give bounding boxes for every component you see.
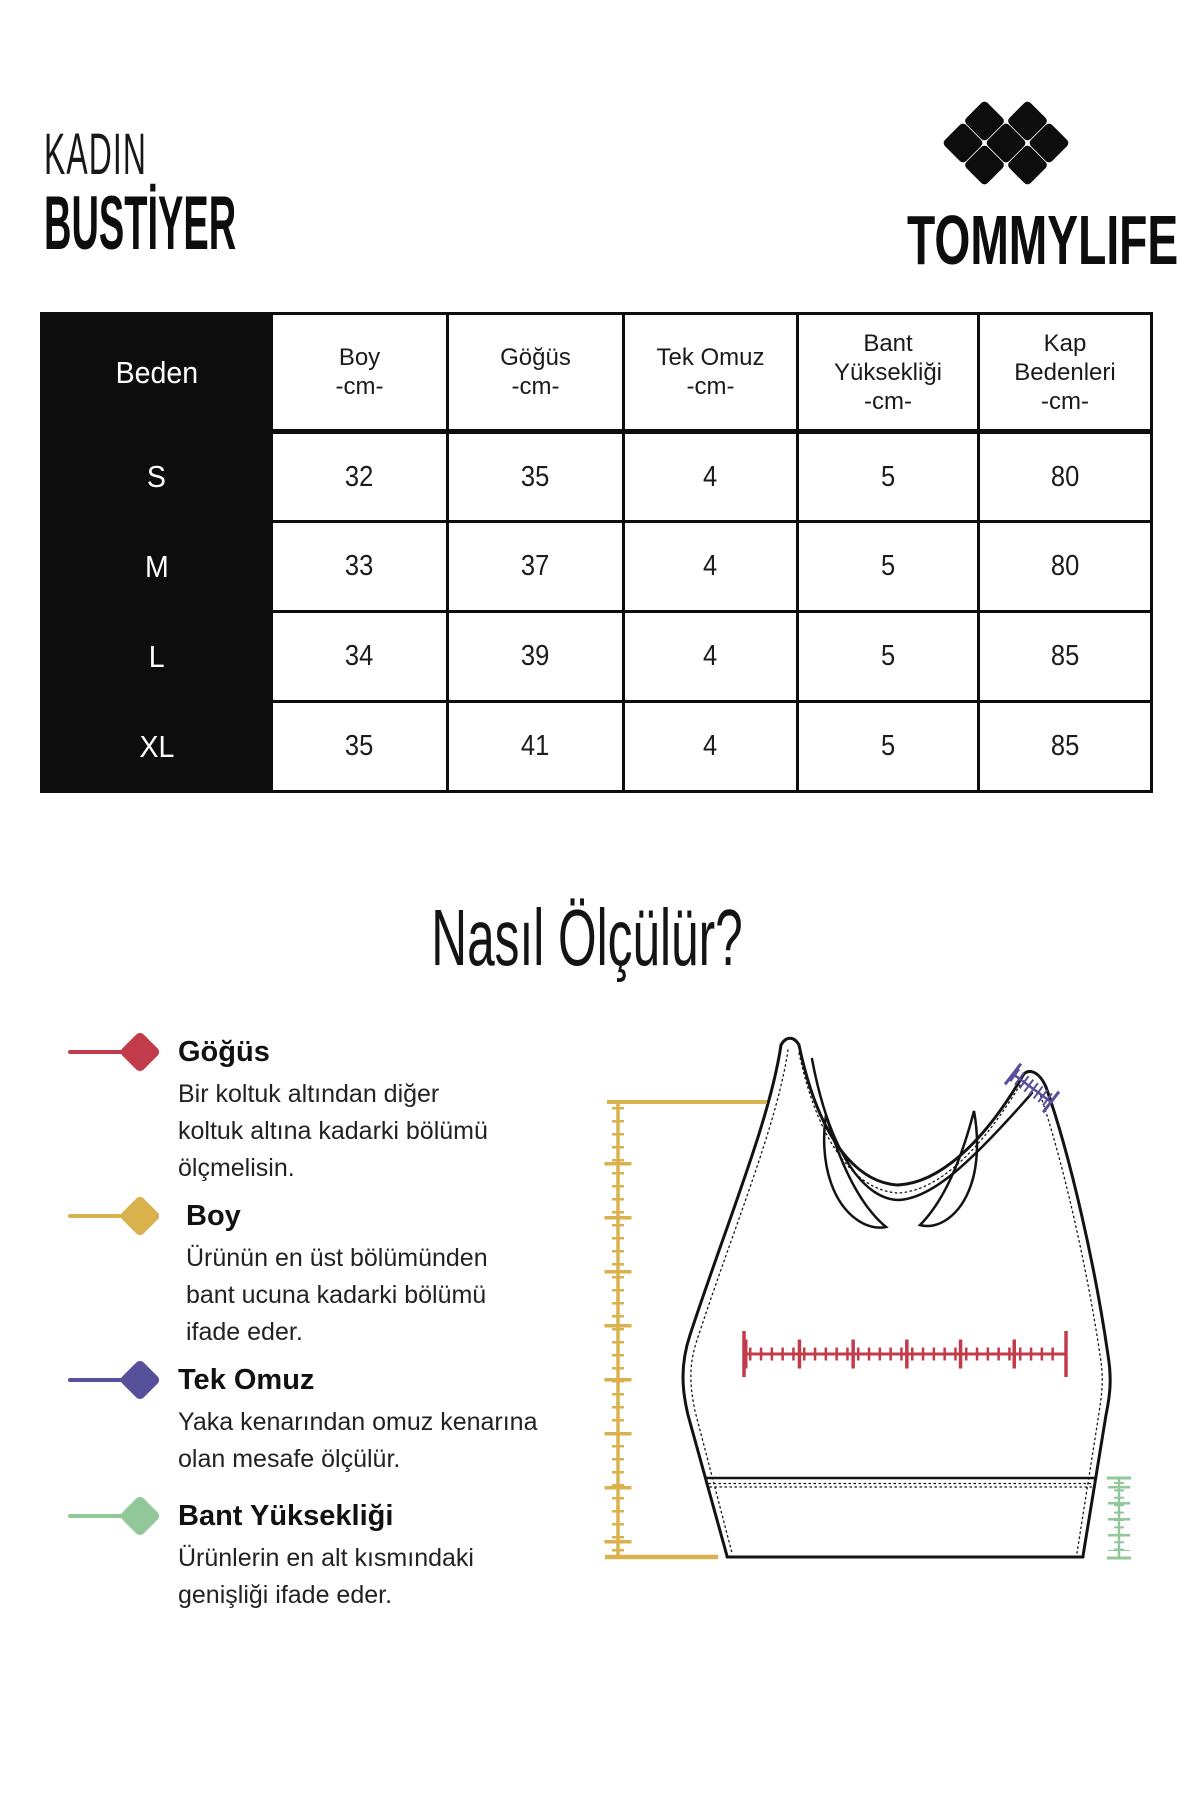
table-cell: 4	[624, 612, 798, 702]
column-header-boy: Boy -cm-	[272, 314, 448, 432]
table-cell: 41	[448, 702, 624, 792]
brand-diamonds-icon	[941, 98, 1071, 188]
table-row-xl	[42, 702, 1152, 792]
legend-description: Ürünün en üst bölümünden bant ucuna kadarki bölümü ifade eder.	[186, 1244, 488, 1346]
measurement-illustration	[530, 935, 1140, 1585]
brand-name: TOMMYLIFE	[907, 201, 1179, 279]
table-cell: 5	[798, 522, 979, 612]
table-cell: 4	[624, 522, 798, 612]
table-cell: 37	[448, 522, 624, 612]
legend-title: Bant Yüksekliği	[178, 1500, 394, 1532]
sports-bra-drawing	[683, 1038, 1110, 1557]
table-row-s	[42, 432, 1152, 522]
table-cell: 5	[798, 432, 979, 522]
column-header-gogus: Göğüs -cm-	[448, 314, 624, 432]
size-label-cell: L	[42, 612, 272, 702]
gogus-ruler-icon	[744, 1331, 1067, 1377]
table-cell: 5	[798, 612, 979, 702]
brand-logo	[856, 98, 1179, 279]
table-cell: 35	[272, 702, 448, 792]
column-header-kap-bedenleri: Kap Bedenleri -cm-	[979, 314, 1152, 432]
legend-description: Ürünlerin en alt kısmındaki genişliği ifade eder.	[178, 1544, 474, 1609]
boy-ruler-icon	[605, 1102, 767, 1557]
table-cell: 85	[979, 612, 1152, 702]
table-cell: 33	[272, 522, 448, 612]
column-header-tek-omuz: Tek Omuz -cm-	[624, 314, 798, 432]
legend-title: Tek Omuz	[178, 1364, 315, 1396]
page-title	[44, 122, 428, 266]
table-row-m	[42, 522, 1152, 612]
size-label-cell: M	[42, 522, 272, 612]
category-label: KADIN	[44, 122, 147, 187]
table-cell: 80	[979, 432, 1152, 522]
table-cell: 39	[448, 612, 624, 702]
legend-title: Göğüs	[178, 1036, 270, 1068]
corner-label: Beden	[115, 354, 198, 390]
table-row-l	[42, 612, 1152, 702]
legend-title: Boy	[186, 1200, 241, 1232]
size-label-cell: S	[42, 432, 272, 522]
product-type-label: BUSTİYER	[44, 181, 237, 266]
corner-header-cell	[42, 314, 272, 432]
section-title: Nasıl Ölçülür?	[431, 893, 743, 982]
table-cell: 4	[624, 432, 798, 522]
size-label-cell: XL	[42, 702, 272, 792]
table-cell: 32	[272, 432, 448, 522]
table-cell: 5	[798, 702, 979, 792]
legend-description: Yaka kenarından omuz kenarına olan mesafe ölçülür.	[178, 1408, 538, 1473]
table-header-row	[42, 314, 1152, 432]
table-cell: 80	[979, 522, 1152, 612]
size-table	[40, 312, 1153, 793]
table-cell: 34	[272, 612, 448, 702]
legend-description: Bir koltuk altından diğer koltuk altına kadarki bölümü ölçmelisin.	[178, 1080, 488, 1182]
table-cell: 85	[979, 702, 1152, 792]
column-header-bant-yuksekligi: Bant Yüksekliği -cm-	[798, 314, 979, 432]
table-cell: 4	[624, 702, 798, 792]
table-cell: 35	[448, 432, 624, 522]
bant-yuksekligi-ruler-icon	[1107, 1478, 1131, 1558]
